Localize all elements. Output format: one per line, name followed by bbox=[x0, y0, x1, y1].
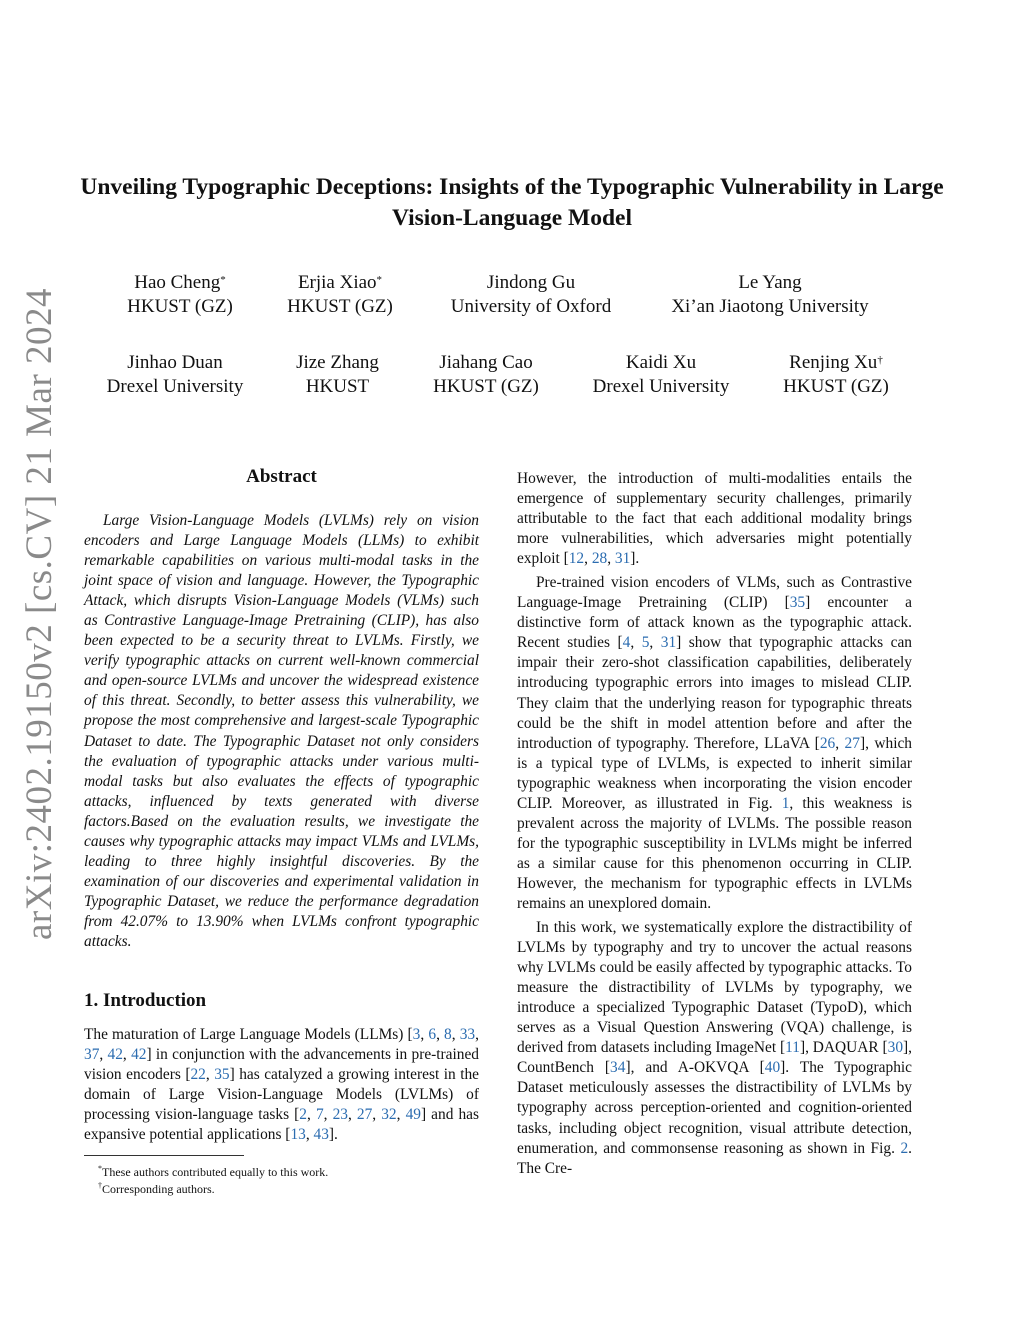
author-affiliation: Drexel University bbox=[592, 376, 730, 397]
citation-link[interactable]: 40 bbox=[764, 1059, 781, 1077]
citation-link[interactable]: 6 bbox=[428, 1026, 437, 1043]
author-block bbox=[768, 351, 904, 399]
author-block bbox=[270, 271, 410, 319]
text-run: ] show that typographic attacks can impair their zero-shot classification capabilities, deliberately introducing typographic errors into images to mislead CLIP. They claim that the underlying reason for typographic threats could be the shift in model attention before and after the introduction of typography. Therefore, LLaVA [ bbox=[517, 634, 912, 752]
citation-link[interactable]: 7 bbox=[315, 1106, 324, 1124]
citation-link[interactable]: 3 bbox=[412, 1026, 421, 1043]
citation-link[interactable]: 26 bbox=[819, 734, 836, 752]
citation-link[interactable]: 43 bbox=[313, 1126, 329, 1144]
text-run: Pre-trained vision encoders of VLMs, such as Contrastive Language-Image Pretraining (CLIP) [ bbox=[517, 574, 912, 612]
citation-link[interactable]: 30 bbox=[887, 1039, 904, 1057]
footnote-divider bbox=[84, 1155, 244, 1156]
citation-link[interactable]: 27 bbox=[356, 1106, 373, 1124]
citation-link[interactable]: 35 bbox=[789, 594, 806, 612]
author-name: Kaidi Xu bbox=[625, 352, 697, 373]
citation-link[interactable]: 22 bbox=[190, 1066, 206, 1084]
text-run: , bbox=[205, 1066, 215, 1084]
footnote bbox=[98, 1178, 215, 1197]
author-affiliation: HKUST (GZ) bbox=[433, 376, 539, 397]
citation-link[interactable]: 31 bbox=[660, 634, 677, 652]
paper-title: Unveiling Typographic Deceptions: Insights of the Typographic Vulnerability in Large Vision-Language Model bbox=[80, 174, 944, 231]
text-run: However, the introduction of multi-modalities entails the emergence of supplementary security challenges, primarily attributable to the fact that each additional modality brings more vulnerabilities, which adversaries might potentially exploit [ bbox=[517, 470, 912, 568]
author-affiliation: University of Oxford bbox=[450, 296, 612, 317]
author-block bbox=[420, 351, 552, 399]
text-run: ] has catalyzed a growing interest in the domain of Large Vision-Language Models (LVLMs) of processing vision-language tasks [ bbox=[84, 1066, 479, 1124]
text-run: ] and has expansive potential applications [ bbox=[84, 1106, 479, 1144]
text-run: , bbox=[451, 1026, 460, 1043]
citation-link[interactable]: 1 bbox=[781, 794, 790, 812]
author-block bbox=[436, 271, 626, 319]
author-mark: * bbox=[220, 274, 226, 286]
text-run: , bbox=[475, 1026, 479, 1043]
text-run: , bbox=[630, 634, 642, 652]
citation-link[interactable]: 11 bbox=[785, 1039, 800, 1057]
citation-link[interactable]: 42 bbox=[131, 1046, 147, 1064]
text-run: ]. bbox=[630, 550, 640, 568]
author-name: Jiahang Cao bbox=[439, 352, 533, 373]
author-block bbox=[275, 351, 400, 399]
text-run: ] in conjunction with the advancements in pre-trained vision encoders [ bbox=[84, 1046, 479, 1084]
citation-link[interactable]: 23 bbox=[332, 1106, 348, 1124]
footnote-mark: * bbox=[98, 1164, 102, 1173]
text-run: ], CountBench [ bbox=[517, 1039, 912, 1077]
citation-link[interactable]: 32 bbox=[381, 1106, 397, 1124]
abstract-body bbox=[84, 511, 479, 952]
paragraph bbox=[517, 573, 912, 914]
author-name: Jindong Gu bbox=[486, 272, 576, 293]
introduction-body bbox=[84, 1025, 479, 1145]
abstract-paragraph: Large Vision-Language Models (LVLMs) rely on vision encoders and Large Language Models (LLMs) to exhibit remarkable capabilities on various multi-modal tasks in the joint space of vision and language. However, the Typographic Attack, which disrupts Vision-Language Models (VLMs) such as Contrastive Language-Image Pretraining (CLIP), has also been expected to be a security threat to LVLMs. Firstly, we verify typographic attacks on current well-known commercial and open-source LVLMs and uncover the widespread existence of this threat. Secondly, to better assess this vulnerability, we propose the most comprehensive and largest-scale Typographic Dataset to date. The Typographic Dataset not only considers the evaluation of typographic attacks under various multi-modal tasks but also evaluates the effects of typographic attacks, influenced by texts generated with diverse factors.Based on the evaluation results, we investigate the causes why typographic attacks may impact VLMs and LVLMs, leading to three highly insightful discoveries. By the examination of our discoveries and experimental validation in Typographic Dataset, we reduce the performance degradation from 42.07% to 13.90% when LVLMs confront typographic attacks. bbox=[84, 512, 479, 950]
citation-link[interactable]: 31 bbox=[614, 550, 631, 568]
text-run: , bbox=[305, 1126, 314, 1144]
text-run: , bbox=[307, 1106, 316, 1124]
author-affiliation: HKUST (GZ) bbox=[783, 376, 889, 397]
right-column-body bbox=[517, 469, 912, 1183]
author-affiliation: HKUST (GZ) bbox=[287, 296, 393, 317]
arxiv-identifier-stamp: arXiv:2402.19150v2 [cs.CV] 21 Mar 2024 bbox=[19, 287, 60, 940]
author-block bbox=[580, 351, 742, 399]
text-run: , bbox=[372, 1106, 382, 1124]
citation-link[interactable]: 35 bbox=[214, 1066, 230, 1084]
author-name: Le Yang bbox=[738, 272, 802, 293]
citation-link[interactable]: 2 bbox=[299, 1106, 307, 1124]
author-name: Renjing Xu bbox=[789, 352, 878, 373]
text-run: ], DAQUAR [ bbox=[799, 1039, 888, 1057]
text-run: , bbox=[347, 1106, 357, 1124]
author-block bbox=[655, 271, 885, 319]
citation-link[interactable]: 42 bbox=[107, 1046, 123, 1064]
citation-link[interactable]: 5 bbox=[641, 634, 650, 652]
author-mark: * bbox=[376, 274, 383, 286]
citation-link[interactable]: 28 bbox=[591, 550, 608, 568]
citation-link[interactable]: 33 bbox=[459, 1026, 476, 1043]
text-run: ]. The Typographic Dataset meticulously assesses the distractibility of LVLMs by typography across perception-oriented and cognition-oriented tasks, including object recognition, visual attribute detection, enumeration, and commonsense reasoning as shown in Fig. bbox=[517, 1059, 912, 1157]
citation-link[interactable]: 4 bbox=[622, 634, 631, 652]
author-name: Jinhao Duan bbox=[127, 352, 223, 373]
text-run: ], which is a typical type of LVLMs, is expected to inherit similar typographic weakness when incorporating the vision encoder CLIP. Moreover, as illustrated in Fig. bbox=[517, 734, 913, 812]
abstract-heading: Abstract bbox=[246, 466, 317, 487]
paragraph bbox=[517, 918, 912, 1179]
author-mark: † bbox=[877, 354, 883, 366]
citation-link[interactable]: 34 bbox=[610, 1059, 626, 1077]
paragraph bbox=[517, 469, 912, 569]
text-run: , bbox=[396, 1106, 406, 1124]
text-run: , bbox=[835, 734, 845, 752]
text-run: , bbox=[99, 1046, 108, 1064]
author-name: Hao Cheng bbox=[134, 272, 221, 293]
footnote-text: Corresponding authors. bbox=[102, 1182, 215, 1196]
text-run: , bbox=[122, 1046, 132, 1064]
text-run: , bbox=[436, 1026, 445, 1043]
text-run: . The Cre- bbox=[517, 1139, 912, 1177]
citation-link[interactable]: 27 bbox=[844, 734, 860, 752]
section-heading-introduction: 1. Introduction bbox=[84, 990, 207, 1011]
text-run: , bbox=[584, 550, 592, 568]
author-affiliation: Drexel University bbox=[106, 376, 244, 397]
text-run: , bbox=[323, 1106, 333, 1124]
citation-link[interactable]: 49 bbox=[405, 1106, 421, 1124]
author-affiliation: HKUST (GZ) bbox=[127, 296, 233, 317]
author-block bbox=[100, 271, 260, 319]
citation-link[interactable]: 2 bbox=[900, 1139, 909, 1157]
text-run: , bbox=[649, 634, 661, 652]
citation-link[interactable]: 13 bbox=[290, 1126, 306, 1144]
citation-link[interactable]: 37 bbox=[84, 1046, 100, 1064]
citation-link[interactable]: 8 bbox=[444, 1026, 452, 1043]
paragraph bbox=[84, 1025, 479, 1145]
footnote-mark: † bbox=[98, 1181, 102, 1190]
citation-link[interactable]: 12 bbox=[568, 550, 585, 568]
author-name: Erjia Xiao bbox=[297, 272, 377, 293]
text-run: , this weakness is prevalent across the majority of LVLMs. The possible reason for the typographic susceptibility in LVLMs might be inferred as a similar cause for this phenomenon occurring in CLIP. However, the mechanism for typographic effects in LVLMs remains an unexplored domain. bbox=[517, 794, 912, 912]
text-run: , bbox=[607, 550, 615, 568]
text-run: ], and A-OKVQA [ bbox=[625, 1059, 765, 1077]
author-affiliation: HKUST bbox=[305, 376, 370, 397]
author-name: Jize Zhang bbox=[296, 352, 379, 373]
footnote-text: These authors contributed equally to this work. bbox=[102, 1165, 329, 1179]
text-run: , bbox=[420, 1026, 429, 1043]
author-affiliation: Xi’an Jiaotong University bbox=[671, 296, 869, 317]
text-run: In this work, we systematically explore the distractibility of LVLMs by typography and try to uncover the actual reasons why LVLMs could be easily affected by typographic attacks. To measure the distractibility of LVLMs by typography, we introduce a specialized Typographic Dataset (TypoD), which serves as a Visual Question Answering (VQA) challenge, is derived from datasets including ImageNet [ bbox=[517, 919, 912, 1057]
text-run: The maturation of Large Language Models (LLMs) [ bbox=[84, 1026, 413, 1043]
text-run: ] encounter a distinctive form of attack known as the typographic attack. Recent studies [ bbox=[517, 594, 912, 652]
text-run: ]. bbox=[328, 1126, 338, 1144]
author-block bbox=[95, 351, 255, 399]
